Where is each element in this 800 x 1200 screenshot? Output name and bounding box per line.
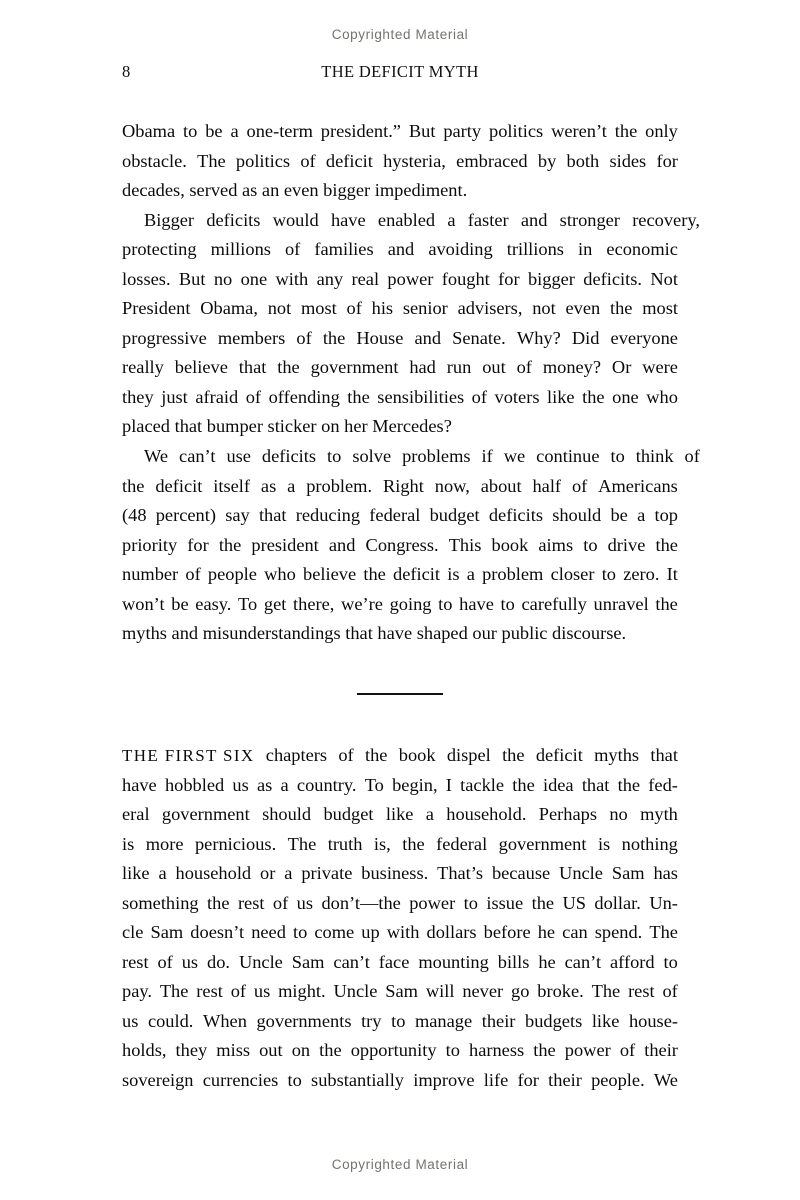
text-line: rest of us do. Uncle Sam can’t face mounting bills he can’t afford to bbox=[122, 951, 678, 972]
section-opener-smallcaps: THE FIRST SIX bbox=[122, 746, 255, 765]
paragraph-3 bbox=[122, 442, 700, 649]
text-line: they just afraid of offending the sensibilities of voters like the one who bbox=[122, 386, 678, 407]
text-line: pay. The rest of us might. Uncle Sam will never go broke. The rest of bbox=[122, 981, 678, 1002]
section-divider-rule bbox=[357, 693, 443, 695]
copyright-watermark-bottom: Copyrighted Material bbox=[331, 1157, 469, 1172]
text-line: is more pernicious. The truth is, the federal government is nothing bbox=[122, 833, 678, 854]
text-line: priority for the president and Congress. This book aims to drive the bbox=[122, 534, 678, 555]
body-text-lower bbox=[122, 741, 678, 1096]
text-line: progressive members of the House and Senate. Why? Did everyone bbox=[122, 327, 678, 348]
text-line: really believe that the government had run out of money? Or were bbox=[122, 357, 678, 378]
text-line: Obama to be a one-term president.” But party politics weren’t the only bbox=[122, 121, 678, 141]
body-text-upper bbox=[122, 117, 700, 649]
running-title: THE DEFICIT MYTH bbox=[321, 62, 479, 81]
text-line: cle Sam doesn’t need to come up with dollars before he can spend. The bbox=[122, 922, 678, 943]
text-line: President Obama, not most of his senior advisers, not even the most bbox=[122, 298, 678, 319]
text-line: placed that bumper sticker on her Mercedes? bbox=[122, 416, 452, 437]
text-line: protecting millions of families and avoiding trillions in economic bbox=[122, 239, 678, 260]
paragraph-2 bbox=[122, 206, 700, 442]
text-line: have hobbled us as a country. To begin, I tackle the idea that the fed- bbox=[122, 774, 678, 795]
text-line: something the rest of us don’t—the power to issue the US dollar. Un- bbox=[122, 892, 678, 913]
text-line: sovereign currencies to substantially improve life for their people. We bbox=[122, 1070, 678, 1091]
text-line: losses. But no one with any real power fought for bigger deficits. Not bbox=[122, 268, 678, 289]
paragraph-4 bbox=[122, 741, 678, 1096]
text-line: Bigger deficits would have enabled a faster and stronger recovery, bbox=[144, 209, 700, 230]
text-line: holds, they miss out on the opportunity to harness the power of their bbox=[122, 1040, 678, 1061]
text-line: number of people who believe the deficit is a problem closer to zero. It bbox=[122, 564, 678, 585]
running-head bbox=[0, 60, 800, 84]
copyright-watermark-top: Copyrighted Material bbox=[331, 27, 469, 42]
text-line-opener: THE FIRST SIX chapters of the book dispel the deficit myths that bbox=[122, 741, 678, 771]
text-line: the deficit itself as a problem. Right now, about half of Americans bbox=[122, 475, 678, 496]
paragraph-1 bbox=[122, 117, 678, 206]
text-line: eral government should budget like a household. Perhaps no myth bbox=[122, 804, 678, 825]
text-line: like a household or a private business. That’s because Uncle Sam has bbox=[122, 863, 678, 884]
text-line: us could. When governments try to manage their budgets like house- bbox=[122, 1010, 678, 1031]
text-line: (48 percent) say that reducing federal budget deficits should be a top bbox=[122, 505, 678, 526]
text-line: obstacle. The politics of deficit hysteria, embraced by both sides for bbox=[122, 150, 678, 171]
section-break bbox=[0, 688, 800, 702]
text-line: decades, served as an even bigger impediment. bbox=[122, 180, 468, 201]
text-line: myths and misunderstandings that have shaped our public discourse. bbox=[122, 623, 627, 644]
text-line: We can’t use deficits to solve problems if we continue to think of bbox=[144, 446, 700, 467]
page-number: 8 bbox=[122, 62, 131, 81]
text-line: won’t be easy. To get there, we’re going to have to carefully unravel the bbox=[122, 593, 678, 614]
